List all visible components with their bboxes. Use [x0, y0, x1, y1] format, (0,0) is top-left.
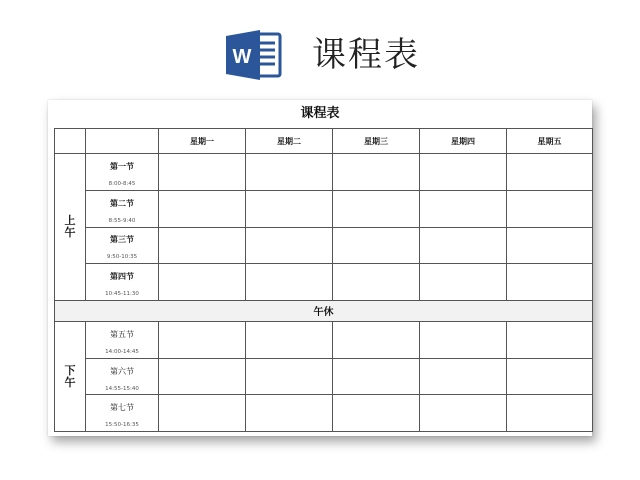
class-cell[interactable]: [246, 322, 333, 359]
period-cell: 第六节 14:55-15:40: [86, 358, 159, 395]
table-row: [55, 395, 593, 432]
class-cell[interactable]: [507, 191, 593, 228]
class-cell[interactable]: [159, 395, 246, 432]
banner-title: 课程表: [312, 35, 420, 75]
period-cell: 第三节 9:50-10:35: [86, 227, 159, 264]
class-cell[interactable]: [159, 358, 246, 395]
table-row: [55, 227, 593, 264]
class-cell[interactable]: [159, 191, 246, 228]
lunch-row: [55, 300, 593, 321]
lunch-label: 午休: [55, 300, 593, 321]
class-cell[interactable]: [420, 322, 507, 359]
class-cell[interactable]: [333, 358, 420, 395]
banner: [0, 0, 640, 90]
table-row: [55, 264, 593, 301]
word-logo-icon: [224, 28, 284, 82]
header-row: [55, 129, 593, 154]
document-page: [48, 100, 592, 436]
day-header: 星期五: [507, 129, 593, 154]
class-cell[interactable]: [333, 395, 420, 432]
document-title: 课程表: [300, 106, 340, 121]
class-cell[interactable]: [333, 322, 420, 359]
class-cell[interactable]: [159, 322, 246, 359]
period-cell: 第五节 14:00-14:45: [86, 322, 159, 359]
class-cell[interactable]: [159, 154, 246, 191]
class-cell[interactable]: [333, 154, 420, 191]
period-cell: 第一节 8:00-8:45: [86, 154, 159, 191]
class-cell[interactable]: [333, 264, 420, 301]
period-cell: 第七节 15:50-16:35: [86, 395, 159, 432]
table-row: [55, 154, 593, 191]
class-cell[interactable]: [420, 395, 507, 432]
class-cell[interactable]: [507, 154, 593, 191]
class-cell[interactable]: [420, 154, 507, 191]
morning-label: 上 午: [55, 154, 86, 300]
class-cell[interactable]: [246, 191, 333, 228]
day-header: 星期二: [246, 129, 333, 154]
class-cell[interactable]: [420, 358, 507, 395]
table-row: [55, 191, 593, 228]
class-cell[interactable]: [159, 264, 246, 301]
class-cell[interactable]: [333, 227, 420, 264]
class-cell[interactable]: [420, 191, 507, 228]
table-row: [55, 358, 593, 395]
class-cell[interactable]: [507, 227, 593, 264]
schedule-table: [54, 128, 593, 432]
class-cell[interactable]: [507, 264, 593, 301]
word-logo-letter: W: [232, 46, 252, 68]
class-cell[interactable]: [246, 264, 333, 301]
class-cell[interactable]: [420, 227, 507, 264]
afternoon-label: 下 午: [55, 322, 86, 432]
class-cell[interactable]: [159, 227, 246, 264]
corner-cell: [86, 129, 159, 154]
class-cell[interactable]: [246, 358, 333, 395]
class-cell[interactable]: [420, 264, 507, 301]
day-header: 星期三: [333, 129, 420, 154]
class-cell[interactable]: [507, 395, 593, 432]
period-cell: 第二节 8:55-9:40: [86, 191, 159, 228]
day-header: 星期一: [159, 129, 246, 154]
class-cell[interactable]: [507, 322, 593, 359]
class-cell[interactable]: [246, 395, 333, 432]
table-row: [55, 322, 593, 359]
class-cell[interactable]: [246, 154, 333, 191]
corner-cell: [55, 129, 86, 154]
day-header: 星期四: [420, 129, 507, 154]
period-cell: 第四节 10:45-11:30: [86, 264, 159, 301]
class-cell[interactable]: [246, 227, 333, 264]
class-cell[interactable]: [507, 358, 593, 395]
class-cell[interactable]: [333, 191, 420, 228]
